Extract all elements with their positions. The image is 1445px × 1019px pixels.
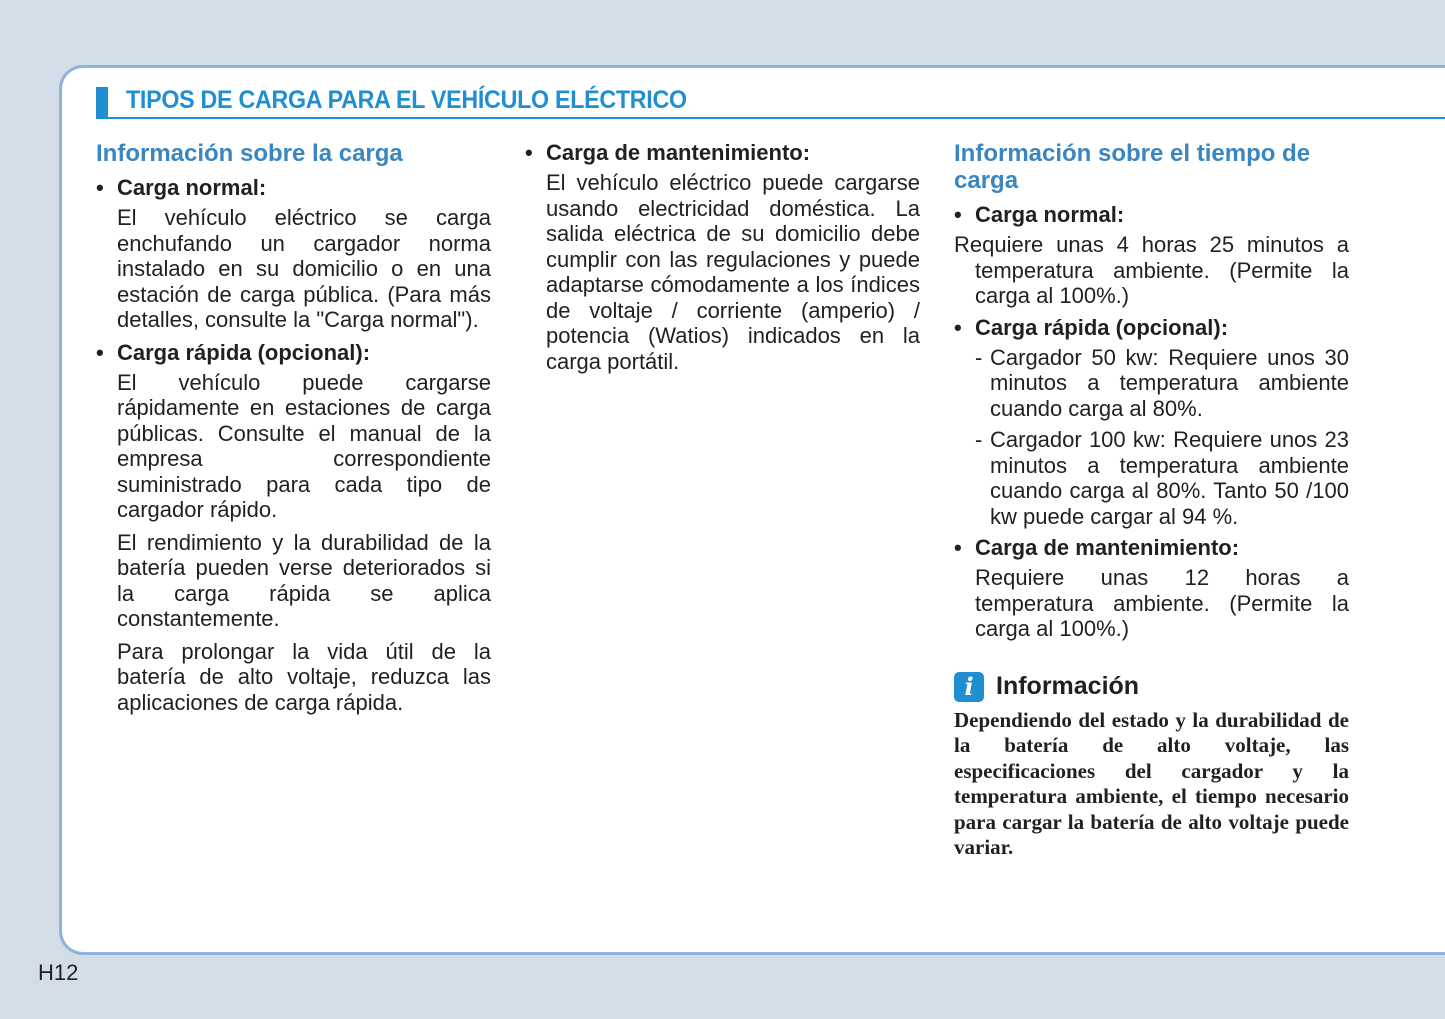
maintenance-charge-time-label: Carga de mantenimiento: (975, 535, 1240, 560)
normal-charge-text: El vehículo eléctrico se carga enchufando un cargador norma instalado en su domicilio o en una estación de carga pública. (Para más detalles, consulte la "Carga normal"). (117, 205, 491, 332)
column-charging-time (954, 140, 1349, 861)
rapid-charge-time-label: Carga rápida (opcional): (975, 314, 1229, 340)
page-number: H12 (38, 960, 79, 985)
rapid-charger-100kw (954, 427, 1349, 529)
bullet-dot: • (96, 339, 104, 365)
rapid-charge-text-3: Para prolongar la vida útil de la batería de alto voltaje, reduzca las aplicaciones de carga rápida. (117, 638, 491, 715)
bullet-dot: • (954, 314, 962, 340)
bullet-normal-charge-time (954, 202, 1349, 228)
bullet-dot: • (525, 140, 533, 165)
normal-charge-label: Carga normal: (117, 175, 267, 200)
info-title: Información (996, 672, 1140, 700)
bullet-dot: • (96, 175, 104, 200)
rapid-charger-100kw-text: Cargador 100 kw: Requiere unos 23 minutos a temperatura ambiente cuando carga al 80%. Tanto 50 /100 kw puede cargar al 94 %. (990, 427, 1349, 529)
bullet-maintenance-charge (525, 140, 920, 166)
bullet-rapid-charge (96, 340, 491, 366)
rapid-charger-50kw (954, 345, 1349, 422)
maintenance-charge-label: Carga de mantenimiento: (546, 140, 811, 165)
section-title-bar (96, 87, 1445, 119)
column-charging-info (96, 140, 491, 722)
info-text: Dependiendo del estado y la durabilidad de la batería de alto voltaje, las especificaciones del cargador y la temperatura ambiente, el tiempo necesario para cargar la batería de alto voltaje puede variar. (954, 707, 1349, 859)
bullet-dot: • (954, 535, 962, 560)
heading-charging-time: Información sobre el tiempo de carga (954, 140, 1311, 194)
rapid-charger-50kw-text: Cargador 50 kw: Requiere unos 30 minutos a temperatura ambiente cuando carga al 80%. (990, 344, 1349, 421)
bullet-maintenance-charge-time (954, 535, 1349, 561)
column-maintenance-charge (525, 140, 920, 381)
normal-charge-time-text: Requiere unas 4 horas 25 minutos a temperatura ambiente. (Permite la carga al 100%.) (954, 232, 1349, 308)
maintenance-charge-time-text: Requiere unas 12 horas a temperatura ambiente. (Permite la carga al 100%.) (975, 565, 1349, 641)
dash-mark: - (975, 344, 983, 370)
rapid-charge-text-1: El vehículo puede cargarse rápidamente en estaciones de carga públicas. Consulte el manual de la empresa correspondiente suministrado para cada tipo de cargador rápido. (117, 369, 491, 522)
normal-charge-time-label: Carga normal: (975, 202, 1125, 227)
rapid-charge-label: Carga rápida (opcional): (117, 339, 371, 365)
dash-mark: - (975, 427, 983, 452)
title-marker (96, 87, 108, 117)
bullet-dot: • (954, 202, 962, 227)
rapid-charge-text-2: El rendimiento y la durabilidad de la batería pueden verse deteriorados si la carga rápida se aplica constantemente. (117, 529, 491, 631)
maintenance-charge-text: El vehículo eléctrico puede cargarse usando electricidad doméstica. La salida eléctrica de su domicilio debe cumplir con las regulaciones y puede adaptarse cómodamente a los índices de voltaje / corriente (amperio) / potencia (Watios) indicados en la carga portátil. (546, 170, 920, 374)
bullet-rapid-charge-time (954, 315, 1349, 341)
bullet-normal-charge (96, 175, 491, 201)
page-title: TIPOS DE CARGA PARA EL VEHÍCULO ELÉCTRICO (126, 86, 687, 114)
info-box-header (954, 672, 1349, 702)
info-icon: i (954, 672, 984, 702)
heading-charging-info: Información sobre la carga (96, 140, 403, 167)
